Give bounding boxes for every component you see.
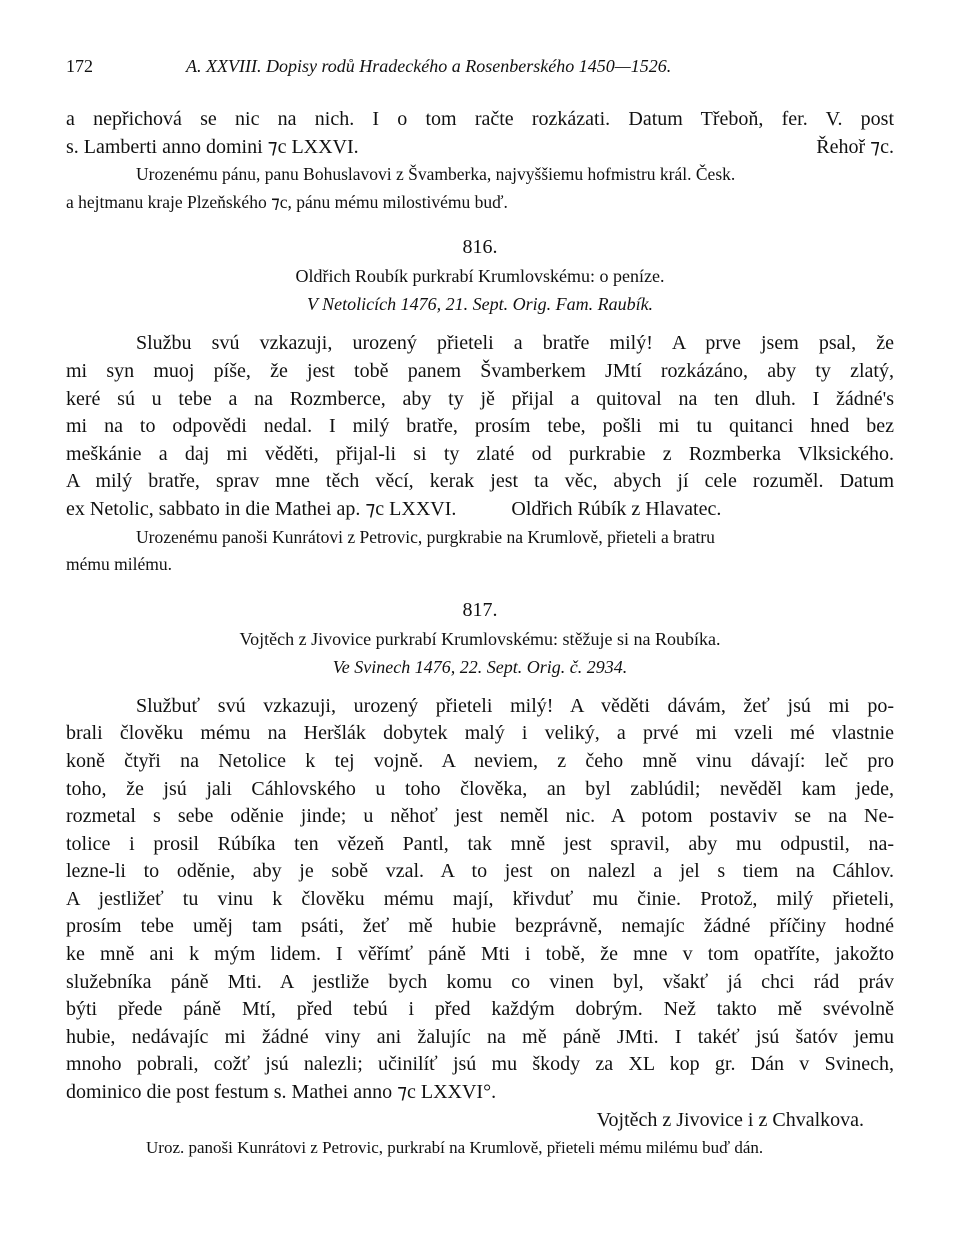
prev-letter-address-1: Urozenému pánu, panu Bohuslavovi z Švamberka, najvyššiemu hofmistru král. Česk. [136,164,736,185]
letter-816-address-2: mému milému. [66,554,172,575]
letter-817-line-6: tolice i prosil Rúbíka ten vězeň Pantl, tak mně jest spravil, aby mu odpustil, na- [66,832,894,855]
page-header [66,56,894,86]
letter-816-line-4: mi na to odpovědi nedal. I milý bratře, prosím tebe, pošli mi tu quitanci hned bez [66,415,894,438]
page-number: 172 [66,56,93,76]
letter-817-dateline: Ve Svinech 1476, 22. Sept. Orig. č. 2934. [332,656,628,677]
running-title: A. XXVIII. Dopisy rodů Hradeckého a Rosenberského 1450—1526. [186,56,672,76]
letter-816-line-3: keré sú u tebe a na Rozmberce, aby ty jě přijal a quitoval na ten dluh. I žádné's [66,387,894,410]
letter-816-signature: Oldřich Rúbík z Hlavatec. [511,497,722,520]
letter-817-line-7: lezne-li to oděnie, aby je sobě vzal. A to jest on nalezl a jel s tiem na Cáhlov. [66,860,894,883]
letter-816-address-1: Urozenému panoši Kunrátovi z Petrovic, purgkrabie na Krumlově, přieteli a bratru [136,526,715,547]
letter-817-line-12: býti přede páně Mtí, před tebú i před každým dobrým. Než takto mě svévolně [66,998,894,1021]
letter-816-line-1: Službu svú vzkazuji, urozený přieteli a bratře milý! A prve jsem psal, že [136,332,894,355]
letter-817-signature: Vojtěch z Jivovice i z Chvalkova. [596,1108,864,1131]
letter-817-line-11: služebníka páně Mti. A jestliže bych komu co vinen byl, všakť já chci rád práv [66,970,894,993]
letter-816-line-7 [66,496,894,524]
letter-816-number: 816. [462,236,498,259]
letter-817-line-4: toho, že jsú jali Cáhlovského u toho člověka, an byl zablúdil; nevěděl kam jede, [66,777,894,800]
letter-817-line-5: rozmetal s sebe oděnie jinde; u něhoť jest neměl nic. A potom postaviv se na Ne- [66,805,894,828]
letter-817-line-10: ke mně ani k mým lidem. I věřímť páně Mti i tobě, že mne v tom opatříte, jakožto [66,943,894,966]
letter-817-line-8: A jestližeť tu vinu k člověku mému mají, křivduť mu činie. Protož, milý přieteli, [66,887,894,910]
letter-817-line-15: dominico die post festum s. Mathei anno ⁊c LXXVI°. [66,1081,497,1104]
letter-817-address: Uroz. panoši Kunrátovi z Petrovic, purkrabí na Krumlově, přieteli mému milému buď dán. [146,1138,764,1158]
letter-816-line-2: mi syn muoj píše, že jest tobě panem Švamberkem JMtí rozkázáno, aby ty zlatý, [66,359,894,382]
letter-817-number: 817. [462,598,498,621]
letter-817-line-9: prosím tebe uměj tam psáti, žeť mě hubie bezprávně, nemajíc žádné příčiny hodné [66,915,894,938]
prev-letter-address-2: a hejtmanu kraje Plzeňského ⁊c, pánu mému milostivému buď. [66,191,508,212]
letter-817-line-1: Službuť svú vzkazuji, urozený přieteli milý! A věděti dávám, žeť jsú mi po- [136,694,894,717]
prev-letter-line-2 [66,134,894,162]
letter-817-line-14: mnoho pobrali, cožť jsú nalezli; učinilíť jsú mu škody za XL kop gr. Dán v Svinech, [66,1053,894,1076]
letter-816-line-6: A milý bratře, sprav mne těch věcí, kerak jest ta věc, abych jí cele rozuměl. Datum [66,470,894,493]
letter-816-summary: Oldřich Roubík purkrabí Krumlovskému: o peníze. [295,266,665,287]
prev-letter-signature: Řehoř ⁊c. [816,135,894,158]
letter-816-dateline: V Netolicích 1476, 21. Sept. Orig. Fam. Raubík. [306,294,654,315]
letter-816-closing: ex Netolic, sabbato in die Mathei ap. ⁊c LXXVI. [66,497,457,520]
letter-816-line-5: meškánie a daj mi věděti, přijal-li si ty zlaté od purkrabie z Rozmberka Vlksického. [66,442,894,465]
prev-letter-line-1: a nepřichová se nic na nich. I o tom račte rozkázati. Datum Třeboň, fer. V. post [66,108,894,130]
letter-817-line-2: brali člověku mému na Heršlák dobytek malý i veliký, a prvé mi vzeli mé vlastnie [66,722,894,745]
letter-817-summary: Vojtěch z Jivovice purkrabí Krumlovskému: stěžuje si na Roubíka. [239,628,721,649]
prev-letter-closing: s. Lamberti anno domini ⁊c LXXVI. [66,135,359,158]
letter-817-line-13: hubie, nedávajíc mi žádné viny ani žalujíc na mě páně JMti. I takéť jsú šatóv jemu [66,1025,894,1048]
letter-817-line-3: koně čtyři na Netolice k tej vojně. A neviem, z čeho mně vinu dávají: leč pro [66,749,894,772]
